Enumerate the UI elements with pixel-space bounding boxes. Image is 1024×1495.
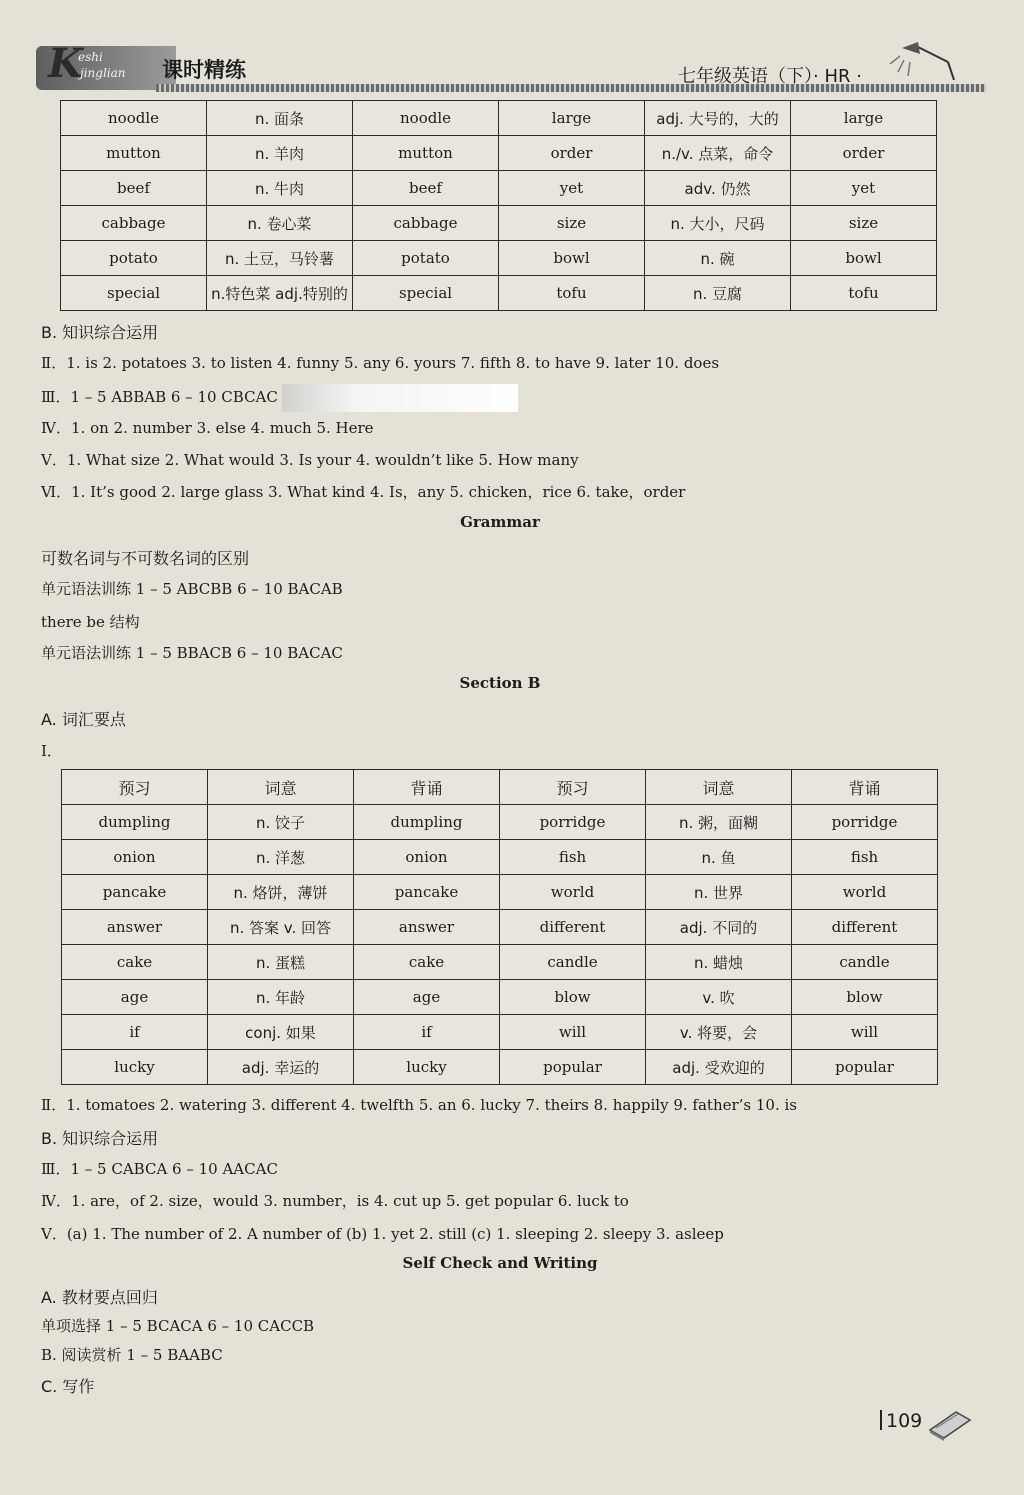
table-row: onion n. 洋葱 onion fish n. 鱼 fish: [62, 840, 938, 875]
section-b-i-label: Ⅰ．: [41, 742, 62, 760]
answer-line: 单项选择 1 – 5 BCACA 6 – 10 CACCB: [41, 1317, 315, 1335]
grammar-drill: 单元语法训练 1 – 5 ABCBB 6 – 10 BACAB: [41, 580, 343, 598]
lamp-icon: [888, 40, 958, 80]
selfcheck-title: Self Check and Writing: [402, 1254, 598, 1272]
table-row: noodle n. 面条 noodle large adj. 大号的，大的 large: [61, 101, 937, 136]
book-icon: [926, 1406, 972, 1442]
section-b-title: Section B: [459, 674, 541, 692]
table-row: pancake n. 烙饼，薄饼 pancake world n. 世界 world: [62, 875, 938, 910]
answer-line: Ⅱ．1. is 2. potatoes 3. to listen 4. funny 5. any 6. yours 7. fifth 8. to have 9. later 10. does: [41, 354, 720, 372]
grammar-topic: 可数名词与不可数名词的区别: [41, 549, 250, 568]
section-a-b-heading: B. 知识综合运用: [41, 323, 159, 342]
table-row: potato n. 土豆，马铃薯 potato bowl n. 碗 bowl: [61, 241, 937, 276]
vocab-table-2: [61, 769, 938, 1085]
series-logo: K eshi jinglian: [36, 46, 176, 90]
table-row: special n.特色菜 adj.特别的 special tofu n. 豆腐 tofu: [61, 276, 937, 311]
table-row: mutton n. 羊肉 mutton order n./v. 点菜，命令 order: [61, 136, 937, 171]
grammar-drill: 单元语法训练 1 – 5 BBACB 6 – 10 BACAC: [41, 644, 343, 662]
table-row: age n. 年龄 age blow v. 吹 blow: [62, 980, 938, 1015]
grade-title: 七年级英语（下）· HR ·: [678, 66, 862, 87]
grammar-title: Grammar: [460, 513, 540, 531]
answer-line: Ⅱ．1. tomatoes 2. watering 3. different 4. twelfth 5. an 6. lucky 7. theirs 8. happily 9. father’s 10. is: [41, 1096, 797, 1114]
page-header: [30, 40, 990, 100]
answer-line: B. 阅读赏析 1 – 5 BAABC: [41, 1346, 223, 1364]
selfcheck-a-heading: A. 教材要点回归: [41, 1288, 158, 1307]
answer-line: Ⅵ．1. It’s good 2. large glass 3. What kind 4. Is，any 5. chicken，rice 6. take，order: [41, 483, 686, 501]
table-row: answer n. 答案 v. 回答 answer different adj. 不同的 different: [62, 910, 938, 945]
answer-line: Ⅳ．1. on 2. number 3. else 4. much 5. Here: [41, 419, 374, 437]
table-row: cake n. 蛋糕 cake candle n. 蜡烛 candle: [62, 945, 938, 980]
table-row: dumpling n. 饺子 dumpling porridge n. 粥，面糊 porridge: [62, 805, 938, 840]
table-row: beef n. 牛肉 beef yet adv. 仍然 yet: [61, 171, 937, 206]
table-row: cabbage n. 卷心菜 cabbage size n. 大小，尺码 size: [61, 206, 937, 241]
answer-line: Ⅴ．(a) 1. The number of 2. A number of (b) 1. yet 2. still (c) 1. sleeping 2. sleepy 3. asleep: [41, 1225, 724, 1243]
series-title: 课时精练: [162, 58, 246, 82]
selfcheck-c-heading: C. 写作: [41, 1377, 95, 1396]
answer-line: Ⅲ．1 – 5 CABCA 6 – 10 AACAC: [41, 1160, 278, 1178]
vocab-table-1: [60, 100, 937, 311]
blurred-region: [282, 384, 518, 412]
table-row: lucky adj. 幸运的 lucky popular adj. 受欢迎的 popular: [62, 1050, 938, 1085]
grammar-topic: there be 结构: [41, 613, 140, 631]
table-row: if conj. 如果 if will v. 将要，会 will: [62, 1015, 938, 1050]
page-number: 109: [880, 1410, 922, 1432]
answer-line: Ⅴ．1. What size 2. What would 3. Is your 4. wouldn’t like 5. How many: [41, 451, 579, 469]
answer-line: Ⅳ．1. are，of 2. size，would 3. number，is 4. cut up 5. get popular 6. luck to: [41, 1192, 629, 1210]
section-b-b-heading: B. 知识综合运用: [41, 1129, 159, 1148]
answer-line: Ⅲ．1 – 5 ABBAB 6 – 10 CBCAC: [41, 384, 518, 412]
section-b-a-heading: A. 词汇要点: [41, 710, 126, 729]
table-header-row: 预习 词意 背诵 预习 词意 背诵: [62, 770, 938, 805]
